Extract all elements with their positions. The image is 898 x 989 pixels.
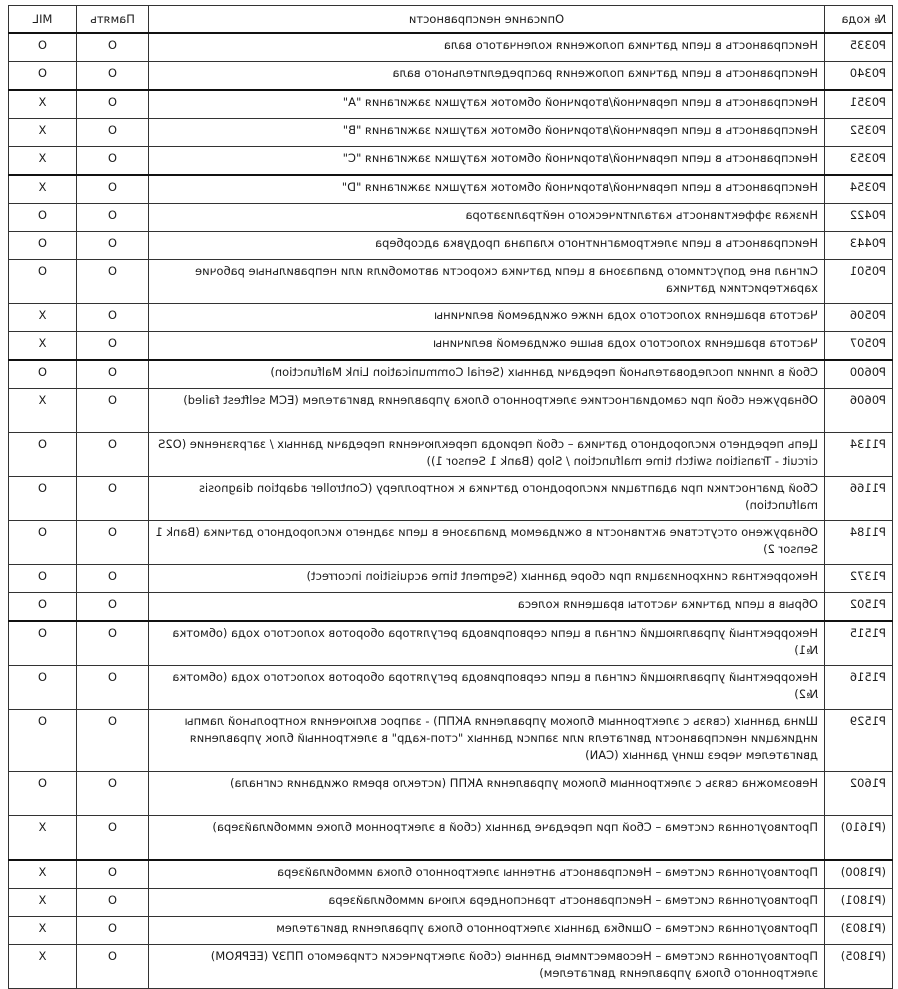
fault-description-cell: Неисправность в цепи первичной/вторичной обмоток катушки зажигания "A": [149, 90, 825, 119]
fault-description-cell: Некорректный управляющий сигнал в цепи сервопривода регулятора оборотов холостого хода (обмотка №2): [149, 666, 825, 710]
table-row: [9, 889, 893, 917]
mil-flag-cell: X: [9, 389, 77, 433]
mil-flag-cell: O: [9, 33, 77, 62]
fault-description-cell: Низкая эффективность каталитического нейтрализатора: [149, 204, 825, 232]
table-row: [9, 433, 893, 477]
memory-flag-cell: O: [77, 33, 149, 62]
memory-flag-cell: O: [77, 147, 149, 176]
mil-flag-cell: X: [9, 860, 77, 889]
mil-flag-cell: X: [9, 332, 77, 361]
fault-description-cell: Неисправность в цепи первичной/вторичной обмоток катушки зажигания "D": [149, 175, 825, 204]
fault-code-cell: P0600: [825, 360, 893, 389]
fault-description-cell: Частота вращения холостого хода выше ожидаемой величины: [149, 332, 825, 361]
memory-flag-cell: O: [77, 521, 149, 565]
table-row: [9, 389, 893, 433]
mil-flag-cell: O: [9, 232, 77, 260]
memory-flag-cell: O: [77, 175, 149, 204]
memory-flag-cell: O: [77, 621, 149, 666]
table-row: [9, 175, 893, 204]
fault-code-cell: P1516: [825, 666, 893, 710]
mil-flag-cell: X: [9, 90, 77, 119]
header-mil: MIL: [9, 6, 77, 34]
fault-description-cell: Противоугонная система – Сбой при передаче данных (сбой в электронном блоке иммобилайзера): [149, 816, 825, 861]
fault-description-cell: Неисправность в цепи первичной/вторичной обмоток катушки зажигания "C": [149, 147, 825, 176]
table-row: [9, 360, 893, 389]
memory-flag-cell: O: [77, 433, 149, 477]
memory-flag-cell: O: [77, 260, 149, 304]
header-memory: Память: [77, 6, 149, 34]
mil-flag-cell: O: [9, 521, 77, 565]
table-row: [9, 62, 893, 91]
fault-code-cell: P1529: [825, 710, 893, 772]
mil-flag-cell: X: [9, 917, 77, 945]
fault-description-cell: Противоугонная система – Несовместимые данные (сбой электрически стираемого ППЗУ (EEPROM) электронного блока управления двигателем): [149, 945, 825, 989]
table-row: [9, 204, 893, 232]
fault-description-cell: Обрыв в цепи датчика частоты вращения колеса: [149, 593, 825, 622]
fault-description-cell: Противоугонная система – Ошибка данных электронного блока управления двигателем: [149, 917, 825, 945]
fault-code-cell: (P1801): [825, 889, 893, 917]
mil-flag-cell: X: [9, 304, 77, 332]
fault-code-cell: P0606: [825, 389, 893, 433]
fault-description-cell: Невозможна связь с электронным блоком управления АКПП (истекло время ожидания сигнала): [149, 772, 825, 816]
table-row: [9, 33, 893, 62]
fault-description-cell: Некорректная синхронизация при сборе данных (Segment time acquisition incorrect): [149, 565, 825, 593]
memory-flag-cell: O: [77, 360, 149, 389]
fault-description-cell: Шина данных (связь с электронным блоком управления АКПП) - запрос включения контрольной лампы индикации неисправности двигателя или записи данных "стоп-кадр" в электронный блок управления двигателем через шину данных (CAN): [149, 710, 825, 772]
table-row: [9, 666, 893, 710]
memory-flag-cell: O: [77, 945, 149, 989]
mil-flag-cell: O: [9, 260, 77, 304]
fault-code-cell: P1602: [825, 772, 893, 816]
table-row: [9, 917, 893, 945]
fault-description-cell: Неисправность в цепи датчика положения распределительного вала: [149, 62, 825, 91]
fault-description-cell: Сбой в линии последовательной передачи данных (Serial Communication Link Malfunction): [149, 360, 825, 389]
mil-flag-cell: X: [9, 147, 77, 176]
fault-code-cell: P0340: [825, 62, 893, 91]
fault-code-rows: [9, 33, 893, 989]
table-row: [9, 945, 893, 989]
memory-flag-cell: O: [77, 772, 149, 816]
fault-code-cell: P0501: [825, 260, 893, 304]
table-row: [9, 147, 893, 176]
fault-code-cell: P0506: [825, 304, 893, 332]
mil-flag-cell: X: [9, 945, 77, 989]
fault-code-cell: (P1610): [825, 816, 893, 861]
fault-description-cell: Частота вращения холостого хода ниже ожидаемой величины: [149, 304, 825, 332]
fault-description-cell: Противоугонная система – Неисправность транспондера ключа иммобилайзера: [149, 889, 825, 917]
table-header-row: [9, 6, 893, 34]
table-row: [9, 260, 893, 304]
memory-flag-cell: O: [77, 816, 149, 861]
memory-flag-cell: O: [77, 593, 149, 622]
mil-flag-cell: X: [9, 816, 77, 861]
mil-flag-cell: O: [9, 621, 77, 666]
table-row: [9, 593, 893, 622]
fault-description-cell: Обнаружено отсутствие активности в ожидаемом диапазоне в цепи заднего кислородного датчика (Bank 1 Sensor 2): [149, 521, 825, 565]
fault-description-cell: Неисправность в цепи датчика положения коленчатого вала: [149, 33, 825, 62]
mil-flag-cell: O: [9, 62, 77, 91]
memory-flag-cell: O: [77, 889, 149, 917]
table-row: [9, 304, 893, 332]
table-row: [9, 232, 893, 260]
fault-code-cell: P1515: [825, 621, 893, 666]
fault-code-cell: P1502: [825, 593, 893, 622]
memory-flag-cell: O: [77, 917, 149, 945]
fault-description-cell: Неисправность в цепи первичной/вторичной обмоток катушки зажигания "B": [149, 119, 825, 147]
mil-flag-cell: O: [9, 666, 77, 710]
fault-code-cell: P1372: [825, 565, 893, 593]
mil-flag-cell: O: [9, 565, 77, 593]
memory-flag-cell: O: [77, 204, 149, 232]
fault-code-cell: (P1800): [825, 860, 893, 889]
table-row: [9, 565, 893, 593]
fault-code-cell: P0443: [825, 232, 893, 260]
mil-flag-cell: O: [9, 710, 77, 772]
mil-flag-cell: X: [9, 889, 77, 917]
memory-flag-cell: O: [77, 62, 149, 91]
fault-description-cell: Противоугонная система – Неисправность антенны электронного блока иммобилайзера: [149, 860, 825, 889]
mil-flag-cell: O: [9, 360, 77, 389]
fault-code-cell: P1184: [825, 521, 893, 565]
mil-flag-cell: O: [9, 477, 77, 521]
fault-code-cell: P0352: [825, 119, 893, 147]
table-row: [9, 621, 893, 666]
table-row: [9, 477, 893, 521]
memory-flag-cell: O: [77, 119, 149, 147]
mil-flag-cell: O: [9, 593, 77, 622]
memory-flag-cell: O: [77, 565, 149, 593]
header-description: Описание неисправности: [149, 6, 825, 34]
mil-flag-cell: O: [9, 772, 77, 816]
mil-flag-cell: X: [9, 119, 77, 147]
fault-code-table: [8, 5, 893, 989]
memory-flag-cell: O: [77, 477, 149, 521]
mil-flag-cell: X: [9, 175, 77, 204]
memory-flag-cell: O: [77, 710, 149, 772]
fault-code-cell: P1166: [825, 477, 893, 521]
memory-flag-cell: O: [77, 232, 149, 260]
memory-flag-cell: O: [77, 90, 149, 119]
fault-code-cell: (P1805): [825, 945, 893, 989]
fault-code-cell: P0422: [825, 204, 893, 232]
table-row: [9, 332, 893, 361]
fault-code-cell: P0351: [825, 90, 893, 119]
table-row: [9, 710, 893, 772]
memory-flag-cell: O: [77, 666, 149, 710]
fault-description-cell: Некорректный управляющий сигнал в цепи сервопривода регулятора оборотов холостого хода (обмотка №1): [149, 621, 825, 666]
fault-description-cell: Сигнал вне допустимого диапазона в цепи датчика скорости автомобиля или неправильные рабочие характеристики датчика: [149, 260, 825, 304]
fault-code-cell: P1134: [825, 433, 893, 477]
memory-flag-cell: O: [77, 860, 149, 889]
fault-code-cell: P0353: [825, 147, 893, 176]
table-row: [9, 860, 893, 889]
header-code: № кода: [825, 6, 893, 34]
table-row: [9, 521, 893, 565]
table-row: [9, 816, 893, 861]
fault-description-cell: Неисправность в цепи электромагнитного клапана продувка адсорбера: [149, 232, 825, 260]
memory-flag-cell: O: [77, 304, 149, 332]
mil-flag-cell: O: [9, 433, 77, 477]
fault-code-cell: P0354: [825, 175, 893, 204]
memory-flag-cell: O: [77, 389, 149, 433]
fault-code-cell: (P1803): [825, 917, 893, 945]
fault-code-cell: P0507: [825, 332, 893, 361]
table-row: [9, 90, 893, 119]
table-row: [9, 772, 893, 816]
fault-code-cell: P0335: [825, 33, 893, 62]
fault-description-cell: Сбой диагностики при адаптации кислородного датчика к контроллеру (Controller adaption diagnosis malfunction): [149, 477, 825, 521]
table-row: [9, 119, 893, 147]
mil-flag-cell: O: [9, 204, 77, 232]
fault-description-cell: Цепь переднего кислородного датчика – сбой периода переключения передачи данных / загрязнение (O2S circuit - Transition switch time malfunction / Slop (Bank 1 Sensor 1)): [149, 433, 825, 477]
memory-flag-cell: O: [77, 332, 149, 361]
fault-description-cell: Обнаружен сбой при самодиагностике электронного блока управления двигателем (ECM selftest failed): [149, 389, 825, 433]
